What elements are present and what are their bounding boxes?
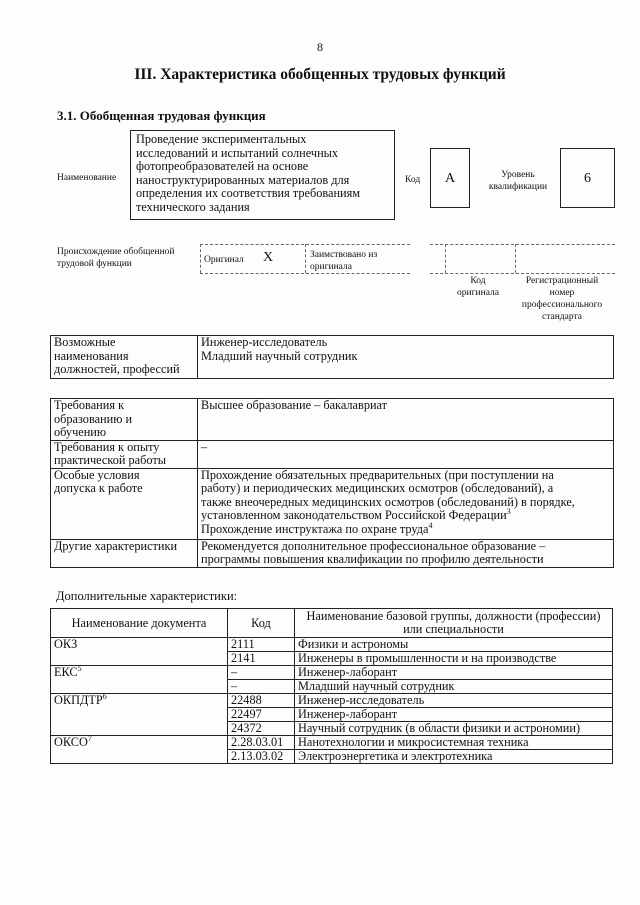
requirement-label-line: практической работы: [54, 453, 166, 467]
requirement-label-line: обучению: [54, 425, 107, 439]
level-label-line: квалификации: [488, 182, 548, 192]
function-name-line: исследований и испытаний солнечных: [136, 145, 339, 160]
requirement-label-line: Требования к опыту: [54, 439, 160, 454]
function-name-line: технического задания: [136, 199, 250, 214]
doc-name: [51, 663, 228, 694]
table-row: [51, 399, 614, 441]
origin-code-divider: [515, 244, 516, 273]
requirement-value: [198, 399, 614, 441]
requirement-label: [51, 399, 198, 441]
function-name-line: определения их соответствия требованиям: [136, 186, 361, 200]
function-name-box: [130, 130, 395, 220]
level-label: [478, 169, 558, 193]
reg-number-line: Регистрационный: [525, 276, 599, 286]
level-label-line: Уровень: [501, 170, 535, 180]
code-cell: –: [228, 680, 295, 694]
header-doc: Наименование документа: [51, 609, 228, 638]
header-code: Код: [228, 609, 295, 638]
code-cell: 2111: [228, 638, 295, 652]
position-item: Младший научный сотрудник: [201, 348, 358, 363]
footnote-ref: 4: [428, 520, 433, 530]
name-label: Наименование: [57, 173, 117, 183]
requirement-value-line: Высшее образование – бакалавриат: [201, 398, 388, 412]
origin-code-bottom-rule: [430, 273, 615, 274]
doc-name-text: ОКПДТР: [54, 693, 103, 707]
positions-label: [51, 336, 198, 379]
requirement-value-line: также внеочередных медицинских осмотров (обследований) в порядке,: [201, 494, 575, 509]
requirement-label-line: допуска к работе: [54, 481, 143, 495]
footnote-ref: 3: [506, 506, 511, 516]
function-name-line: наноструктурированных материалов для: [136, 172, 350, 187]
requirement-value-text: Прохождение инструктажа по охране труда: [201, 521, 429, 536]
code-cell: 24372: [228, 722, 295, 736]
requirement-value-line: программы повышения квалификации по профилю деятельности: [201, 552, 544, 566]
table-row: [51, 736, 613, 750]
requirement-label-line: Особые условия: [54, 467, 140, 482]
origin-bottom-rule: [200, 273, 410, 274]
function-name-line: Проведение экспериментальных: [136, 132, 307, 146]
name-cell: Физики и астрономы: [295, 638, 613, 652]
subsection-title: 3.1. Обобщенная трудовая функция: [57, 108, 266, 123]
requirement-value: [198, 440, 614, 468]
positions-label-line: наименования: [54, 348, 129, 363]
positions-values: [198, 336, 614, 379]
table-row: [51, 336, 614, 379]
page-number: 8: [317, 40, 323, 54]
requirements-table: [50, 398, 614, 568]
borrowed-label: [310, 249, 377, 273]
reg-number-label: [512, 275, 612, 323]
origin-code-divider: [445, 244, 446, 273]
code-cell: 22488: [228, 694, 295, 708]
table-row: [51, 638, 613, 652]
requirement-value-line: [201, 520, 610, 537]
table-header-row: [51, 609, 613, 638]
code-cell: 2.13.03.02: [228, 750, 295, 764]
origin-code-top-rule: [430, 244, 615, 245]
requirement-value-line: Прохождение обязательных предварительных (при поступлении на: [201, 467, 554, 482]
origin-label: [57, 246, 175, 270]
requirement-label: [51, 440, 198, 468]
additional-table: [50, 608, 613, 764]
footnote-ref: 6: [102, 691, 107, 701]
section-title: III. Характеристика обобщенных трудовых функций: [134, 66, 506, 83]
requirement-value-line: –: [201, 439, 208, 454]
positions-label-line: Возможные: [54, 335, 116, 349]
header-name: Наименование базовой группы, должности (профессии) или специальности: [295, 609, 613, 638]
code-cell: 22497: [228, 708, 295, 722]
reg-number-line: стандарта: [542, 312, 582, 322]
requirement-label: [51, 468, 198, 539]
code-original-line: оригинала: [457, 288, 499, 298]
doc-name-text: ОКСО: [54, 735, 88, 749]
positions-label-line: должностей, профессий: [54, 362, 180, 376]
doc-name: [51, 691, 228, 736]
positions-table: [50, 335, 614, 379]
table-row: [51, 666, 613, 680]
code-original-line: Код: [470, 276, 486, 286]
origin-divider: [305, 244, 306, 273]
origin-divider: [200, 244, 201, 273]
name-cell: Научный сотрудник (в области физики и астрономии): [295, 722, 613, 736]
original-mark: Х: [263, 250, 274, 265]
footnote-ref: 5: [77, 663, 82, 673]
footnote-ref: 7: [87, 733, 92, 743]
table-row: [51, 539, 614, 567]
requirement-value-line: [201, 506, 610, 523]
requirement-value: [198, 539, 614, 567]
code-cell: 2.28.03.01: [228, 736, 295, 750]
code-cell: –: [228, 666, 295, 680]
requirement-label-line: образованию и: [54, 411, 133, 426]
additional-title: Дополнительные характеристики:: [56, 589, 238, 603]
requirement-label: [51, 539, 198, 567]
origin-label-line: Происхождение обобщенной: [57, 247, 175, 257]
requirement-label-line: Другие характеристики: [54, 538, 178, 553]
name-cell: Инженеры в промышленности и на производстве: [295, 652, 613, 666]
name-cell: Инженер-исследователь: [295, 694, 613, 708]
name-cell: Инженер-лаборант: [295, 666, 613, 680]
position-item: Инженер-исследователь: [201, 335, 328, 349]
table-row: [51, 694, 613, 708]
code-cell: 2141: [228, 652, 295, 666]
name-cell: Младший научный сотрудник: [295, 680, 613, 694]
doc-name-text: ОКЗ: [54, 637, 78, 651]
function-name-line: фотопреобразователей на основе: [136, 159, 309, 173]
requirement-value: [198, 468, 614, 539]
table-row: [51, 440, 614, 468]
original-label: Оригинал: [204, 255, 244, 265]
name-cell: Инженер-лаборант: [295, 708, 613, 722]
reg-number-line: номер: [549, 288, 575, 298]
name-cell: Электроэнергетика и электротехника: [295, 750, 613, 764]
doc-name: [51, 733, 228, 764]
doc-name: [51, 638, 228, 666]
code-label: Код: [405, 175, 421, 185]
code-value-box: А: [430, 148, 470, 208]
reg-number-line: профессионального: [521, 300, 603, 310]
borrowed-label-line: оригинала: [310, 262, 352, 272]
name-cell: Нанотехнологии и микросистемная техника: [295, 736, 613, 750]
requirement-value-line: Рекомендуется дополнительное профессиональное образование –: [201, 538, 546, 553]
level-value-box: 6: [560, 148, 615, 208]
origin-label-line: трудовой функции: [57, 259, 132, 269]
requirement-value-text: установленном законодательством Российской Федерации: [201, 508, 507, 522]
doc-name-text: ЕКС: [54, 665, 78, 679]
requirement-value-line: работу) и периодических медицинских осмотров (обследований), а: [201, 481, 554, 495]
table-row: [51, 468, 614, 539]
borrowed-label-line: Заимствовано из: [310, 250, 378, 260]
code-original-label: [448, 275, 508, 299]
requirement-label-line: Требования к: [54, 398, 125, 412]
